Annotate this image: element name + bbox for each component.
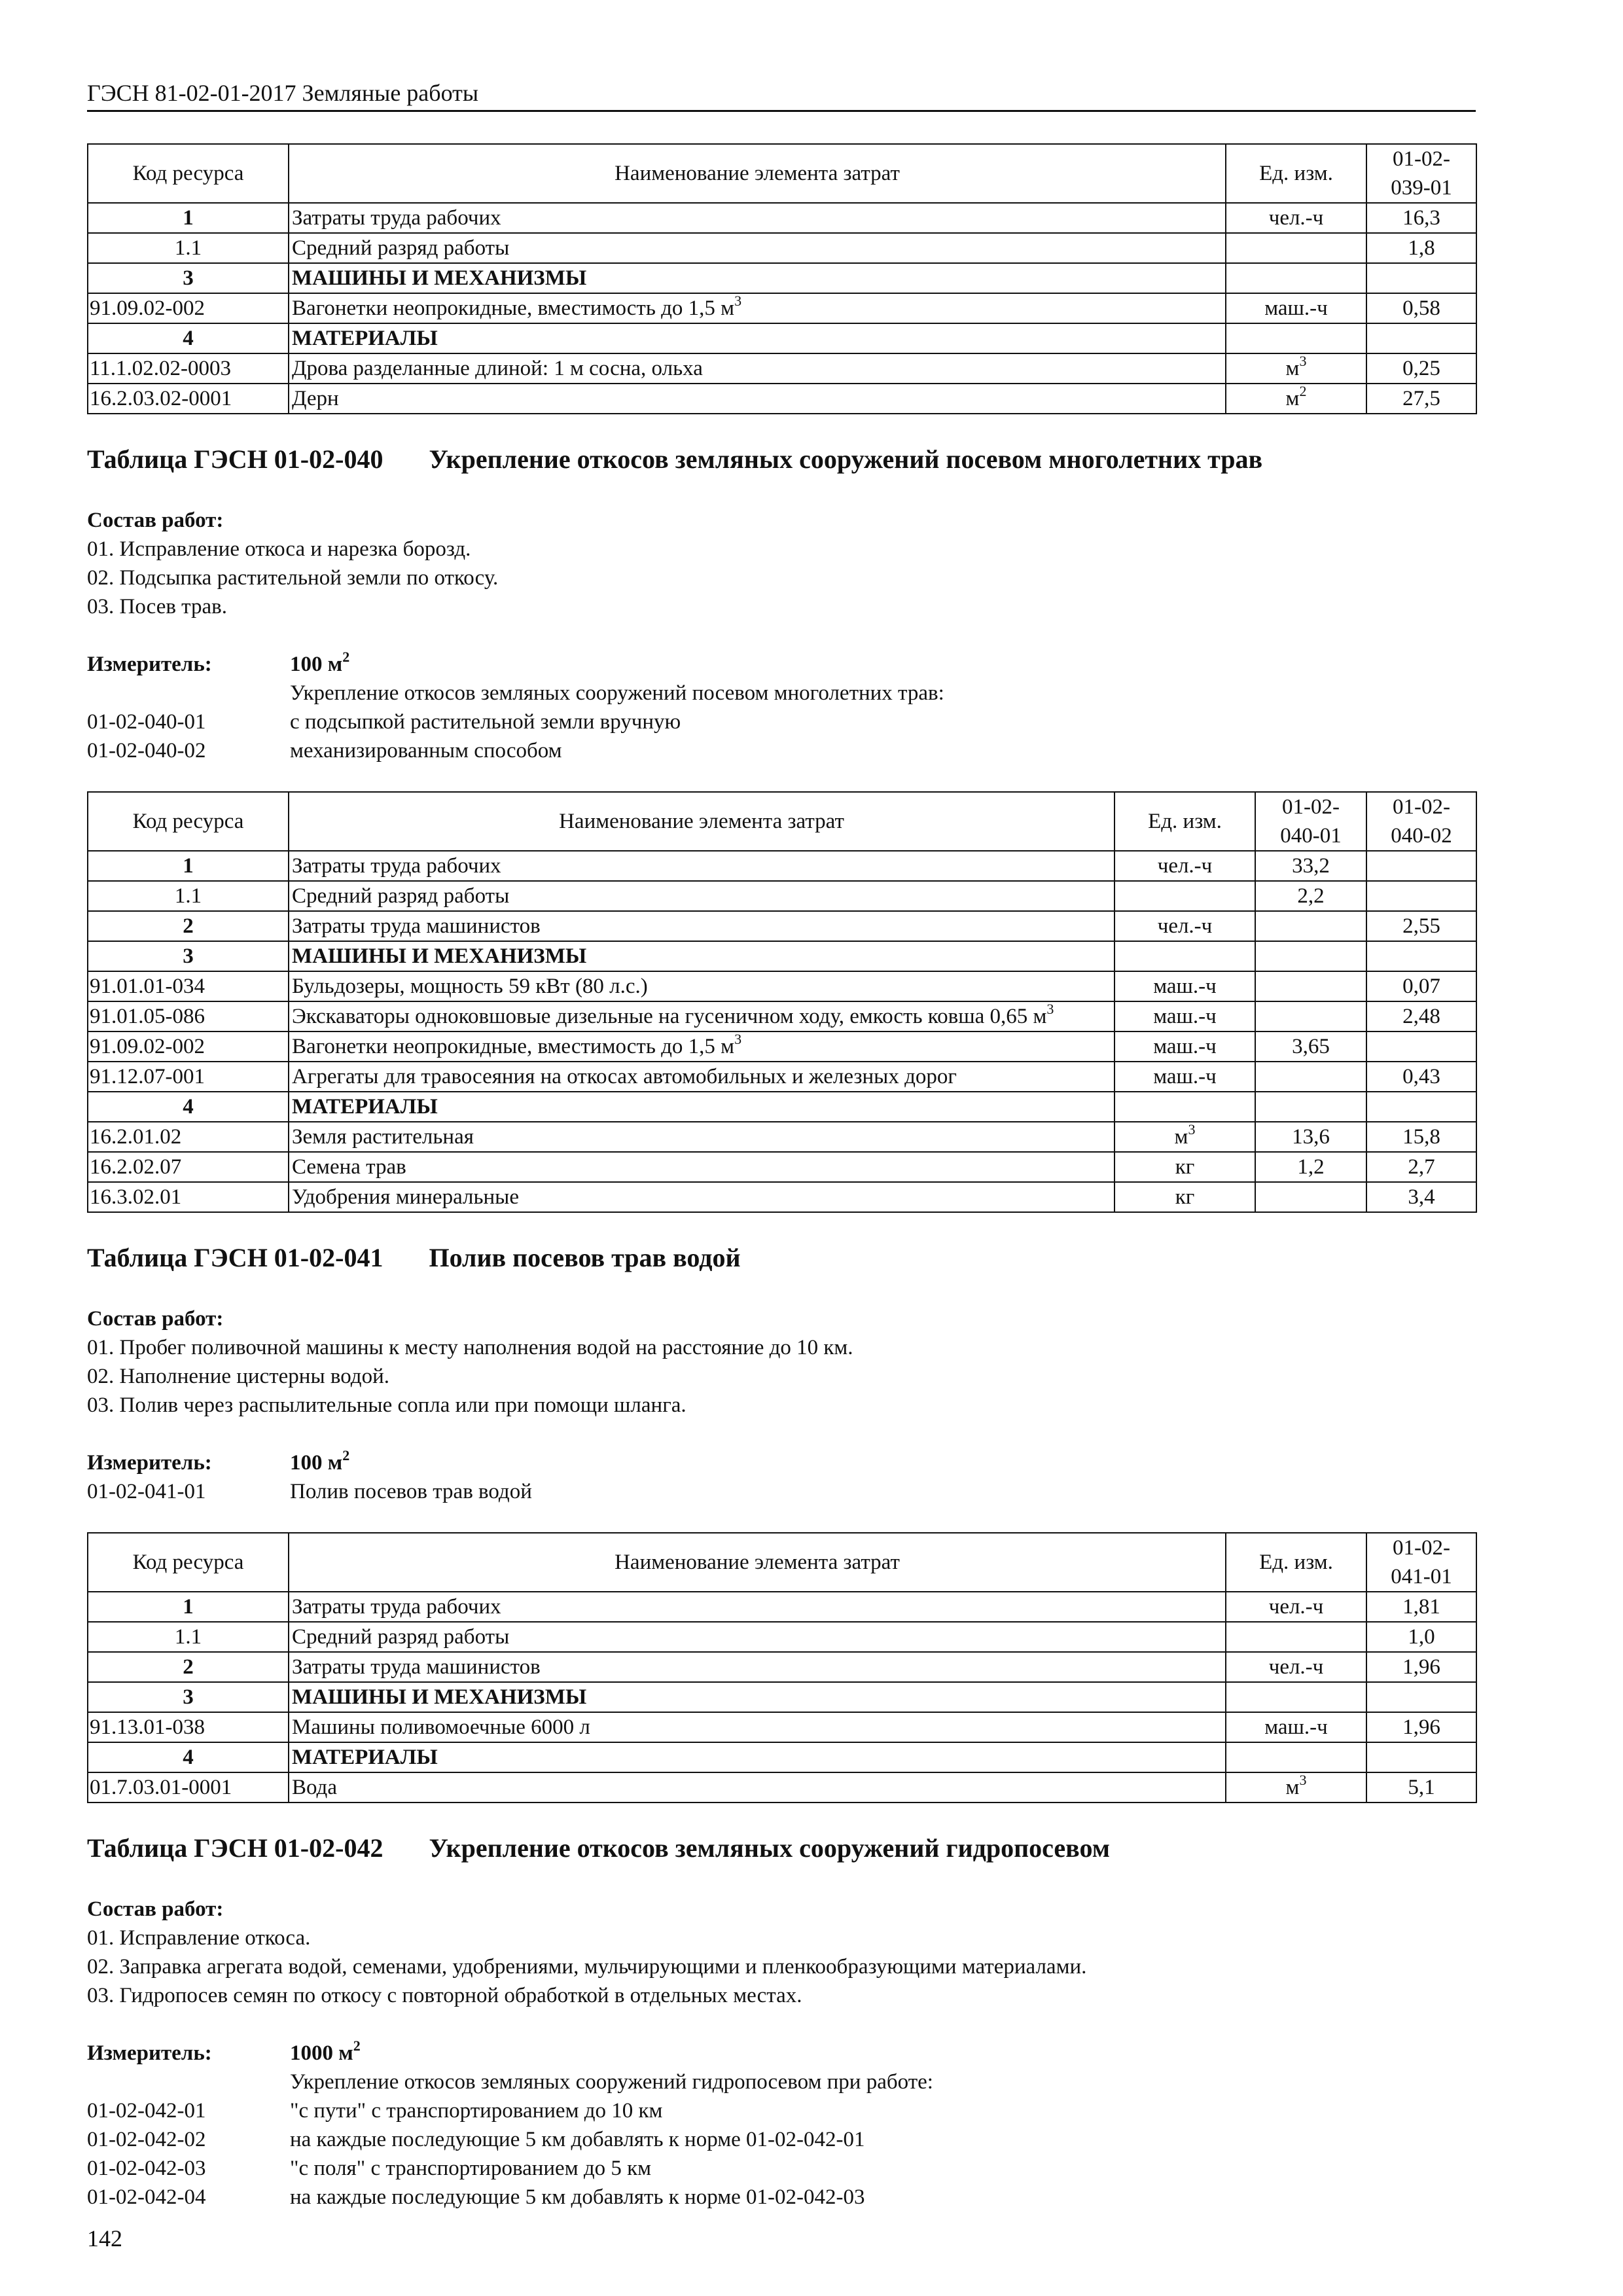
cell-value-2: 2,48 — [1366, 1001, 1476, 1031]
cell-value — [1366, 1742, 1476, 1772]
cell-value: 27,5 — [1366, 384, 1476, 414]
cell-value-2 — [1366, 851, 1476, 881]
unit-text: м — [1285, 357, 1300, 380]
cell-code: 16.3.02.01 — [88, 1182, 289, 1212]
cell-name: Дерн — [289, 384, 1226, 414]
col-header-l2: 040-02 — [1391, 824, 1452, 848]
cell-unit: кг — [1115, 1152, 1255, 1182]
row-group — [88, 1092, 1476, 1212]
norm-text: "с поля" с транспортированием до 5 км — [290, 2157, 652, 2180]
cell-name: Затраты труда машинистов — [289, 911, 1115, 941]
table-row — [88, 1122, 1476, 1152]
cell-name: Машины поливомоечные 6000 л — [289, 1712, 1226, 1742]
cell-value-1 — [1255, 1001, 1366, 1031]
col-header-name: Наименование элемента затрат — [289, 792, 1115, 851]
col-header-l2: 040-01 — [1280, 824, 1342, 848]
cell-name: Затраты труда рабочих — [289, 1592, 1226, 1622]
cell-value-2: 3,4 — [1366, 1182, 1476, 1212]
measure-value — [290, 1448, 1476, 1477]
cell-value: 0,58 — [1366, 293, 1476, 323]
cell-name: Удобрения минеральные — [289, 1182, 1115, 1212]
measure-desc-row — [87, 2068, 1476, 2096]
superscript: 2 — [342, 1447, 350, 1463]
table-row — [88, 353, 1476, 384]
cell-value-1: 13,6 — [1255, 1122, 1366, 1152]
cell-code: 1 — [88, 851, 289, 881]
measure-description: Укрепление откосов земляных сооружений посевом многолетних трав: — [290, 681, 944, 705]
resource-table-041 — [87, 1532, 1477, 1803]
table-row — [88, 263, 1476, 293]
cell-value-2 — [1366, 1031, 1476, 1062]
cell-name: МАШИНЫ И МЕХАНИЗМЫ — [289, 941, 1115, 971]
measure-value — [290, 2039, 1476, 2068]
cell-unit — [1226, 1682, 1366, 1712]
cell-unit — [1226, 233, 1366, 263]
cell-value-2 — [1366, 881, 1476, 911]
col-header-norm-l2: 039-01 — [1391, 176, 1452, 200]
table-row — [88, 1772, 1476, 1803]
cell-value-1 — [1255, 911, 1366, 941]
superscript: 3 — [1299, 1772, 1307, 1788]
cell-value-2: 0,07 — [1366, 971, 1476, 1001]
cell-code: 4 — [88, 323, 289, 353]
row-group — [88, 911, 1476, 941]
cell-unit: чел.-ч — [1226, 1652, 1366, 1682]
cell-unit: маш.-ч — [1226, 1712, 1366, 1742]
cell-name — [289, 293, 1226, 323]
measure-block — [87, 1448, 1476, 1506]
col-header-norm-l1: 01-02- — [1393, 147, 1450, 171]
col-header-norm — [1366, 1533, 1476, 1592]
work-composition-label: Состав работ: — [87, 1307, 224, 1331]
table-row — [88, 323, 1476, 353]
cell-code: 16.2.02.07 — [88, 1152, 289, 1182]
work-step: 01. Пробег поливочной машины к месту наполнения водой на расстояние до 10 км. — [87, 1336, 853, 1359]
norm-code: 01-02-040-01 — [87, 710, 206, 734]
superscript: 2 — [1299, 384, 1307, 399]
col-header-name: Наименование элемента затрат — [289, 1533, 1226, 1592]
cell-value-1 — [1255, 1092, 1366, 1122]
work-step: 01. Исправление откоса. — [87, 1926, 311, 1950]
superscript: 2 — [342, 649, 350, 665]
cell-code: 4 — [88, 1742, 289, 1772]
measure-value — [290, 650, 1476, 679]
cell-value: 0,25 — [1366, 353, 1476, 384]
col-header-code: Код ресурса — [88, 1533, 289, 1592]
unit-text: м — [1285, 1776, 1300, 1799]
resource-table-040 — [87, 791, 1477, 1213]
cell-code: 1 — [88, 203, 289, 233]
cell-value-1: 33,2 — [1255, 851, 1366, 881]
table-row — [88, 1622, 1476, 1652]
col-header-norm-1 — [1255, 792, 1366, 851]
row-group — [88, 323, 1476, 414]
work-composition-label: Состав работ: — [87, 509, 224, 532]
measure-value-text: 100 м — [290, 1451, 343, 1475]
col-header-unit: Ед. изм. — [1226, 144, 1366, 203]
table-row — [88, 1092, 1476, 1122]
col-header-unit: Ед. изм. — [1115, 792, 1255, 851]
cell-unit — [1115, 941, 1255, 971]
cell-code: 3 — [88, 263, 289, 293]
table-row — [88, 881, 1476, 911]
cell-name: Земля растительная — [289, 1122, 1115, 1152]
norm-text: "с пути" с транспортированием до 10 км — [290, 2099, 663, 2123]
row-group — [88, 1652, 1476, 1682]
measure-row — [87, 2039, 1476, 2068]
table-row — [88, 851, 1476, 881]
cell-name: МАТЕРИАЛЫ — [289, 1742, 1226, 1772]
cell-name: МАТЕРИАЛЫ — [289, 1092, 1115, 1122]
cell-unit — [1115, 881, 1255, 911]
measure-row — [87, 1448, 1476, 1477]
table-label: Таблица ГЭСН 01-02-040 — [87, 444, 383, 474]
cell-code: 1.1 — [88, 1622, 289, 1652]
norm-code: 01-02-042-04 — [87, 2185, 206, 2209]
col-header-norm-2 — [1366, 792, 1476, 851]
cell-code: 1 — [88, 1592, 289, 1622]
cell-unit — [1226, 353, 1366, 384]
cell-value-2 — [1366, 1092, 1476, 1122]
cell-code: 11.1.02.02-0003 — [88, 353, 289, 384]
superscript: 3 — [734, 293, 742, 309]
table-title: Укрепление откосов земляных сооружений гидропосевом — [429, 1833, 1110, 1863]
norm-code: 01-02-042-01 — [87, 2099, 206, 2123]
cell-code: 91.13.01-038 — [88, 1712, 289, 1742]
cell-unit — [1226, 384, 1366, 414]
work-composition — [87, 1895, 1476, 2010]
col-header-l1: 01-02- — [1393, 795, 1450, 819]
cell-value-1 — [1255, 1062, 1366, 1092]
cell-unit: чел.-ч — [1115, 851, 1255, 881]
cell-name: Бульдозеры, мощность 59 кВт (80 л.с.) — [289, 971, 1115, 1001]
cell-unit — [1115, 1092, 1255, 1122]
section-title-041 — [87, 1240, 1476, 1276]
work-step: 03. Посев трав. — [87, 595, 227, 619]
work-step: 02. Подсыпка растительной земли по откосу. — [87, 566, 499, 590]
cell-unit — [1226, 1742, 1366, 1772]
col-header-code: Код ресурса — [88, 792, 289, 851]
cell-value-1: 2,2 — [1255, 881, 1366, 911]
cell-name-text: Вагонетки неопрокидные, вместимость до 1,5 м — [292, 1035, 735, 1058]
work-step: 03. Гидропосев семян по откосу с повторной обработкой в отдельных местах. — [87, 1984, 802, 2007]
cell-code: 16.2.01.02 — [88, 1122, 289, 1152]
cell-unit: чел.-ч — [1226, 1592, 1366, 1622]
section-title-040 — [87, 442, 1476, 477]
norm-item — [87, 1477, 1476, 1506]
work-composition-label: Состав работ: — [87, 1897, 224, 1921]
page-number: 142 — [87, 2225, 122, 2251]
cell-value-1: 3,65 — [1255, 1031, 1366, 1062]
cell-value-1 — [1255, 1182, 1366, 1212]
cell-unit — [1226, 323, 1366, 353]
row-group — [88, 941, 1476, 1092]
measure-value-text: 1000 м — [290, 2041, 353, 2065]
table-row — [88, 911, 1476, 941]
col-header-l2: 041-01 — [1391, 1565, 1452, 1588]
table-label: Таблица ГЭСН 01-02-041 — [87, 1243, 383, 1272]
table-row — [88, 941, 1476, 971]
section-title-042 — [87, 1831, 1476, 1866]
cell-unit — [1226, 263, 1366, 293]
table-row — [88, 233, 1476, 263]
cell-code: 91.09.02-002 — [88, 293, 289, 323]
cell-value-2: 2,55 — [1366, 911, 1476, 941]
cell-name: МАШИНЫ И МЕХАНИЗМЫ — [289, 1682, 1226, 1712]
cell-unit: кг — [1115, 1182, 1255, 1212]
cell-code: 2 — [88, 1652, 289, 1682]
cell-name — [289, 1031, 1115, 1062]
norm-item — [87, 2154, 1476, 2183]
cell-name: Средний разряд работы — [289, 233, 1226, 263]
cell-unit: маш.-ч — [1115, 1001, 1255, 1031]
cell-value-1 — [1255, 941, 1366, 971]
row-group — [88, 203, 1476, 263]
measure-description: Укрепление откосов земляных сооружений гидропосевом при работе: — [290, 2070, 933, 2094]
cell-unit: маш.-ч — [1115, 1031, 1255, 1062]
measure-block — [87, 2039, 1476, 2212]
table-row — [88, 1712, 1476, 1742]
col-header-norm — [1366, 144, 1476, 203]
superscript: 3 — [1299, 353, 1307, 369]
norm-text: механизированным способом — [290, 739, 562, 762]
measure-block — [87, 650, 1476, 765]
table-row — [88, 1682, 1476, 1712]
norm-code: 01-02-042-03 — [87, 2157, 206, 2180]
work-composition — [87, 506, 1476, 621]
unit-text: м — [1285, 387, 1300, 410]
row-group — [88, 1592, 1476, 1652]
superscript: 3 — [1188, 1122, 1196, 1138]
cell-code: 3 — [88, 1682, 289, 1712]
norm-text: с подсыпкой растительной земли вручную — [290, 710, 681, 734]
superscript: 3 — [1046, 1001, 1054, 1017]
table-header-row — [88, 144, 1476, 203]
col-header-l1: 01-02- — [1393, 1536, 1450, 1560]
measure-value-text: 100 м — [290, 653, 343, 676]
row-group — [88, 263, 1476, 323]
cell-code: 4 — [88, 1092, 289, 1122]
spacer — [87, 679, 290, 708]
cell-value — [1366, 1682, 1476, 1712]
spacer — [87, 2068, 290, 2096]
cell-code: 2 — [88, 911, 289, 941]
cell-value: 1,81 — [1366, 1592, 1476, 1622]
table-row — [88, 1592, 1476, 1622]
cell-unit — [1226, 1622, 1366, 1652]
cell-value-2: 15,8 — [1366, 1122, 1476, 1152]
norm-code: 01-02-041-01 — [87, 1480, 206, 1503]
norm-code: 01-02-042-02 — [87, 2128, 206, 2151]
norm-text: Полив посевов трав водой — [290, 1480, 532, 1503]
col-header-unit: Ед. изм. — [1226, 1533, 1366, 1592]
cell-name: МАТЕРИАЛЫ — [289, 323, 1226, 353]
cell-code: 91.12.07-001 — [88, 1062, 289, 1092]
cell-name: Вода — [289, 1772, 1226, 1803]
cell-name: МАШИНЫ И МЕХАНИЗМЫ — [289, 263, 1226, 293]
row-group — [88, 1742, 1476, 1803]
cell-name-text: Экскаваторы одноковшовые дизельные на гусеничном ходу, емкость ковша 0,65 м — [292, 1005, 1047, 1028]
norm-item — [87, 2125, 1476, 2154]
norm-text: на каждые последующие 5 км добавлять к норме 01-02-042-01 — [290, 2128, 865, 2151]
cell-value — [1366, 323, 1476, 353]
cell-code: 16.2.03.02-0001 — [88, 384, 289, 414]
norm-text: на каждые последующие 5 км добавлять к норме 01-02-042-03 — [290, 2185, 865, 2209]
cell-value — [1366, 263, 1476, 293]
measure-row — [87, 650, 1476, 679]
cell-unit: маш.-ч — [1115, 971, 1255, 1001]
cell-value-2: 0,43 — [1366, 1062, 1476, 1092]
cell-name: Затраты труда машинистов — [289, 1652, 1226, 1682]
table-header-row — [88, 1533, 1476, 1592]
cell-name: Средний разряд работы — [289, 1622, 1226, 1652]
cell-code: 1.1 — [88, 881, 289, 911]
cell-value: 5,1 — [1366, 1772, 1476, 1803]
table-row — [88, 293, 1476, 323]
table-row — [88, 384, 1476, 414]
row-group — [88, 851, 1476, 911]
cell-code: 01.7.03.01-0001 — [88, 1772, 289, 1803]
table-row — [88, 203, 1476, 233]
page-header: ГЭСН 81-02-01-2017 Земляные работы — [87, 77, 1476, 112]
table-row — [88, 1001, 1476, 1031]
table-row — [88, 1652, 1476, 1682]
cell-code: 91.01.01-034 — [88, 971, 289, 1001]
cell-unit — [1115, 1122, 1255, 1152]
cell-name-text: Вагонетки неопрокидные, вместимость до 1,5 м — [292, 296, 735, 320]
superscript: 2 — [353, 2037, 361, 2054]
cell-value: 1,96 — [1366, 1652, 1476, 1682]
cell-unit: маш.-ч — [1226, 293, 1366, 323]
cell-code: 91.09.02-002 — [88, 1031, 289, 1062]
table-row — [88, 1182, 1476, 1212]
table-header-row — [88, 792, 1476, 851]
work-step: 02. Наполнение цистерны водой. — [87, 1365, 389, 1388]
norm-item — [87, 2096, 1476, 2125]
measure-desc-row — [87, 679, 1476, 708]
table-row — [88, 1742, 1476, 1772]
norm-item — [87, 2183, 1476, 2212]
unit-text: м — [1174, 1125, 1188, 1149]
cell-unit: чел.-ч — [1226, 203, 1366, 233]
norm-item — [87, 736, 1476, 765]
table-label: Таблица ГЭСН 01-02-042 — [87, 1833, 383, 1863]
cell-value-1: 1,2 — [1255, 1152, 1366, 1182]
cell-code: 3 — [88, 941, 289, 971]
cell-name: Затраты труда рабочих — [289, 851, 1115, 881]
work-step: 02. Заправка агрегата водой, семенами, удобрениями, мульчирующими и пленкообразующими материалами. — [87, 1955, 1087, 1979]
cell-unit: чел.-ч — [1115, 911, 1255, 941]
cell-value-1 — [1255, 971, 1366, 1001]
cell-value: 1,96 — [1366, 1712, 1476, 1742]
measure-label: Измеритель: — [87, 1451, 212, 1475]
row-group — [88, 1682, 1476, 1742]
cell-name: Дрова разделанные длиной: 1 м сосна, ольха — [289, 353, 1226, 384]
cell-name: Затраты труда рабочих — [289, 203, 1226, 233]
work-step: 01. Исправление откоса и нарезка борозд. — [87, 537, 471, 561]
cell-code: 91.01.05-086 — [88, 1001, 289, 1031]
cell-name: Агрегаты для травосеяния на откосах автомобильных и железных дорог — [289, 1062, 1115, 1092]
cell-value: 1,0 — [1366, 1622, 1476, 1652]
cell-value-2: 2,7 — [1366, 1152, 1476, 1182]
table-row — [88, 1152, 1476, 1182]
cell-value: 1,8 — [1366, 233, 1476, 263]
measure-label: Измеритель: — [87, 2041, 212, 2065]
col-header-l1: 01-02- — [1282, 795, 1340, 819]
cell-value: 16,3 — [1366, 203, 1476, 233]
work-step: 03. Полив через распылительные сопла или при помощи шланга. — [87, 1393, 687, 1417]
cell-name — [289, 1001, 1115, 1031]
col-header-code: Код ресурса — [88, 144, 289, 203]
table-row — [88, 971, 1476, 1001]
norm-code: 01-02-040-02 — [87, 739, 206, 762]
table-row — [88, 1031, 1476, 1062]
resource-table-039 — [87, 143, 1477, 414]
table-row — [88, 1062, 1476, 1092]
measure-label: Измеритель: — [87, 653, 212, 676]
table-title: Полив посевов трав водой — [429, 1243, 741, 1272]
cell-unit: маш.-ч — [1115, 1062, 1255, 1092]
cell-unit — [1226, 1772, 1366, 1803]
table-title: Укрепление откосов земляных сооружений посевом многолетних трав — [429, 444, 1263, 474]
cell-code: 1.1 — [88, 233, 289, 263]
cell-value-2 — [1366, 941, 1476, 971]
col-header-name: Наименование элемента затрат — [289, 144, 1226, 203]
cell-name: Средний разряд работы — [289, 881, 1115, 911]
norm-item — [87, 708, 1476, 736]
work-composition — [87, 1304, 1476, 1420]
superscript: 3 — [734, 1031, 742, 1047]
cell-name: Семена трав — [289, 1152, 1115, 1182]
